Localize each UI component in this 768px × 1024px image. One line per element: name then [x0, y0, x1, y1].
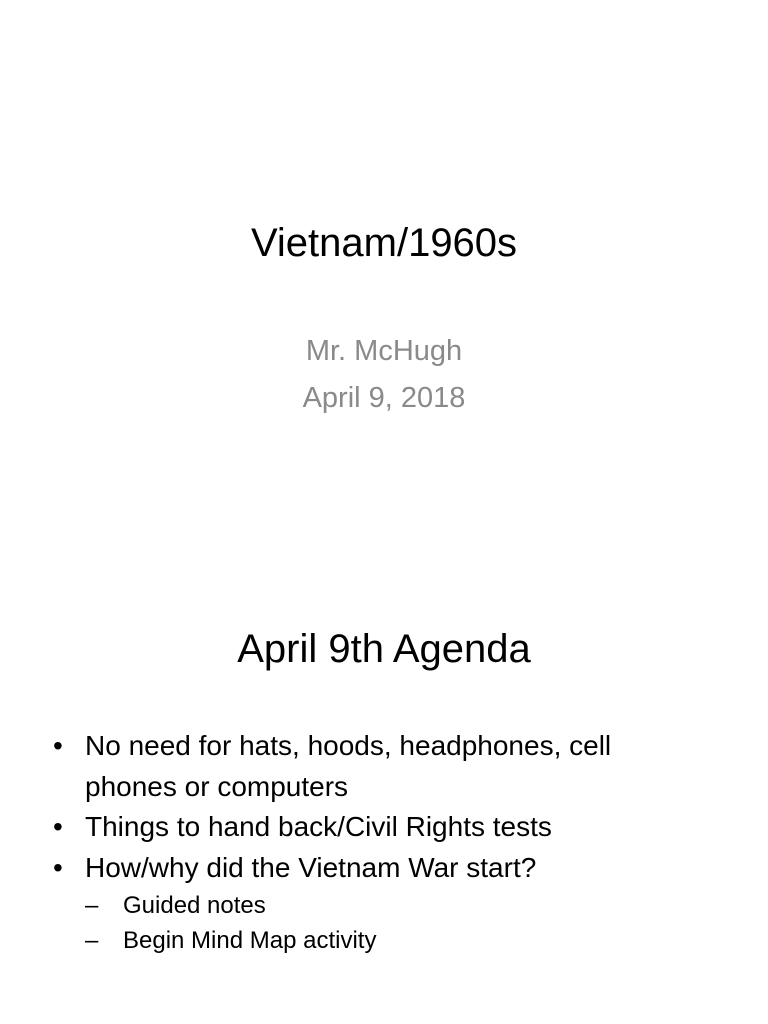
- agenda-item: [0, 807, 705, 848]
- agenda-item-text: How/why did the Vietnam War start?: [85, 851, 537, 883]
- agenda-sub-item-text: Begin Mind Map activity: [123, 927, 377, 954]
- bullet-icon: •: [53, 811, 63, 842]
- presentation-date: April 9, 2018: [302, 382, 466, 414]
- agenda-sub-item: [0, 888, 768, 923]
- agenda-sub-list-wrapper: [0, 888, 768, 958]
- agenda-item-text: Things to hand back/Civil Rights tests: [85, 811, 552, 842]
- agenda-item-text: No need for hats, hoods, headphones, cell phones or computers: [85, 730, 612, 802]
- dash-icon: –: [85, 892, 99, 919]
- dash-icon: –: [85, 927, 99, 954]
- agenda-item: [0, 848, 705, 889]
- bullet-icon: •: [53, 851, 63, 883]
- slide-title: Vietnam/1960s: [250, 221, 518, 265]
- agenda-sub-item-text: Guided notes: [123, 892, 266, 919]
- bullet-icon: •: [53, 730, 63, 761]
- agenda-slide: [0, 576, 768, 1024]
- agenda-sub-item: [0, 923, 768, 958]
- agenda-sub-list: [0, 888, 768, 958]
- agenda-item: [0, 726, 705, 807]
- agenda-title: April 9th Agenda: [237, 627, 531, 671]
- agenda-list: [0, 726, 768, 958]
- author-name: Mr. McHugh: [305, 335, 463, 367]
